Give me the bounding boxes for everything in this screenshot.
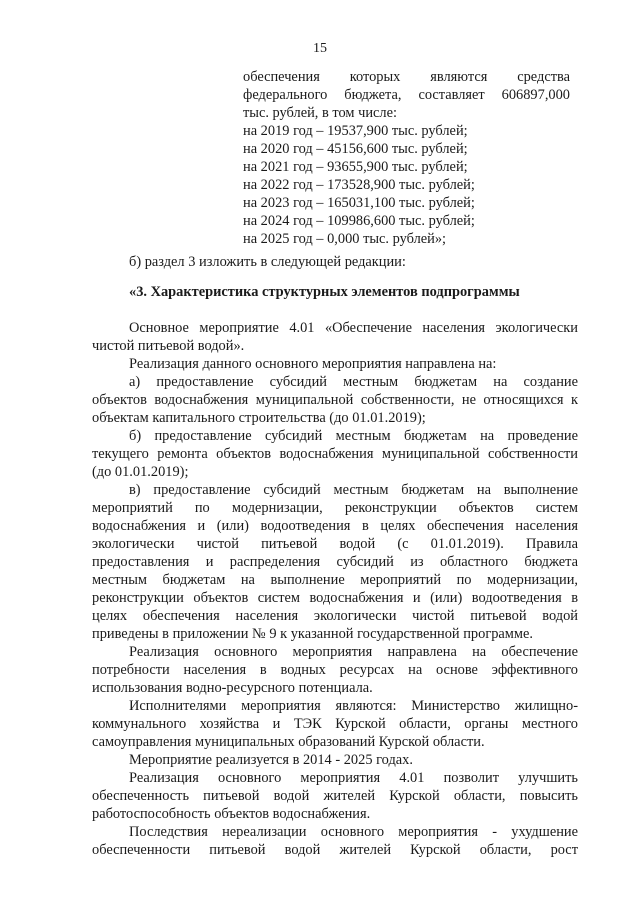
body-line: использования водно-ресурсного потенциала. bbox=[92, 680, 373, 696]
section-heading: «3. Характеристика структурных элементов подпрограммы bbox=[129, 284, 520, 300]
body-line: обеспеченность питьевой водой жителей Курской области, повысить bbox=[92, 788, 578, 804]
body-line: (до 01.01.2019); bbox=[92, 464, 189, 480]
body-line: объектам капитального строительства (до 01.01.2019); bbox=[92, 410, 426, 426]
body-line: обеспеченности питьевой водой жителей Курской области, рост bbox=[92, 842, 578, 858]
body-line: Последствия нереализации основного мероприятия - ухудшение bbox=[129, 824, 578, 840]
body-line: предоставления и распределения субсидий из областного бюджета bbox=[92, 554, 578, 570]
body-line: текущего ремонта объектов водоснабжения муниципальной собственности bbox=[92, 446, 578, 462]
body-line: Реализация данного основного мероприятия направлена на: bbox=[129, 356, 497, 372]
body-line: Реализация основного мероприятия направлена на обеспечение bbox=[129, 644, 578, 660]
body-line: мероприятий по модернизации, реконструкции объектов систем bbox=[92, 500, 578, 516]
funding-year-line: на 2022 год – 173528,900 тыс. рублей; bbox=[243, 177, 475, 193]
body-line: целях обеспечения населения экологически чистой питьевой водой bbox=[92, 608, 578, 624]
funding-year-line: на 2024 год – 109986,600 тыс. рублей; bbox=[243, 213, 475, 229]
funding-line: обеспечения которых являются средства bbox=[243, 69, 570, 85]
funding-year-line: на 2021 год – 93655,900 тыс. рублей; bbox=[243, 159, 468, 175]
body-line: Мероприятие реализуется в 2014 - 2025 годах. bbox=[129, 752, 413, 768]
body-line: реконструкции объектов систем водоснабжения и (или) водоотведения в bbox=[92, 590, 578, 606]
funding-year-line: на 2019 год – 19537,900 тыс. рублей; bbox=[243, 123, 468, 139]
funding-line: федерального бюджета, составляет 606897,000 bbox=[243, 87, 570, 103]
instruction-line: б) раздел 3 изложить в следующей редакции: bbox=[129, 254, 406, 270]
body-line: самоуправления муниципальных образований Курской области. bbox=[92, 734, 485, 750]
body-line: б) предоставление субсидий местным бюджетам на проведение bbox=[129, 428, 578, 444]
page-number: 15 bbox=[313, 41, 327, 56]
body-line: чистой питьевой водой». bbox=[92, 338, 245, 354]
body-line: в) предоставление субсидий местным бюджетам на выполнение bbox=[129, 482, 578, 498]
body-line: местным бюджетам на выполнение мероприятий по модернизации, bbox=[92, 572, 578, 588]
body-line: Исполнителями мероприятия являются: Министерство жилищно- bbox=[129, 698, 578, 714]
funding-line: тыс. рублей, в том числе: bbox=[243, 105, 397, 121]
body-line: а) предоставление субсидий местным бюджетам на создание bbox=[129, 374, 578, 390]
body-line: водоснабжения и (или) водоотведения в целях обеспечения населения bbox=[92, 518, 578, 534]
body-line: работоспособность объектов водоснабжения. bbox=[92, 806, 371, 822]
funding-year-line: на 2020 год – 45156,600 тыс. рублей; bbox=[243, 141, 468, 157]
body-line: потребности населения в водных ресурсах на основе эффективного bbox=[92, 662, 578, 678]
funding-year-line: на 2025 год – 0,000 тыс. рублей»; bbox=[243, 231, 447, 247]
body-line: Основное мероприятие 4.01 «Обеспечение населения экологически bbox=[129, 320, 578, 336]
body-line: Реализация основного мероприятия 4.01 позволит улучшить bbox=[129, 770, 578, 786]
body-line: объектов водоснабжения муниципальной собственности, не относящихся к bbox=[92, 392, 578, 408]
body-line: экологически чистой питьевой водой (с 01.01.2019). Правила bbox=[92, 536, 578, 552]
body-line: коммунального хозяйства и ТЭК Курской области, органы местного bbox=[92, 716, 578, 732]
body-line: приведены в приложении № 9 к указанной государственной программе. bbox=[92, 626, 533, 642]
funding-year-line: на 2023 год – 165031,100 тыс. рублей; bbox=[243, 195, 475, 211]
